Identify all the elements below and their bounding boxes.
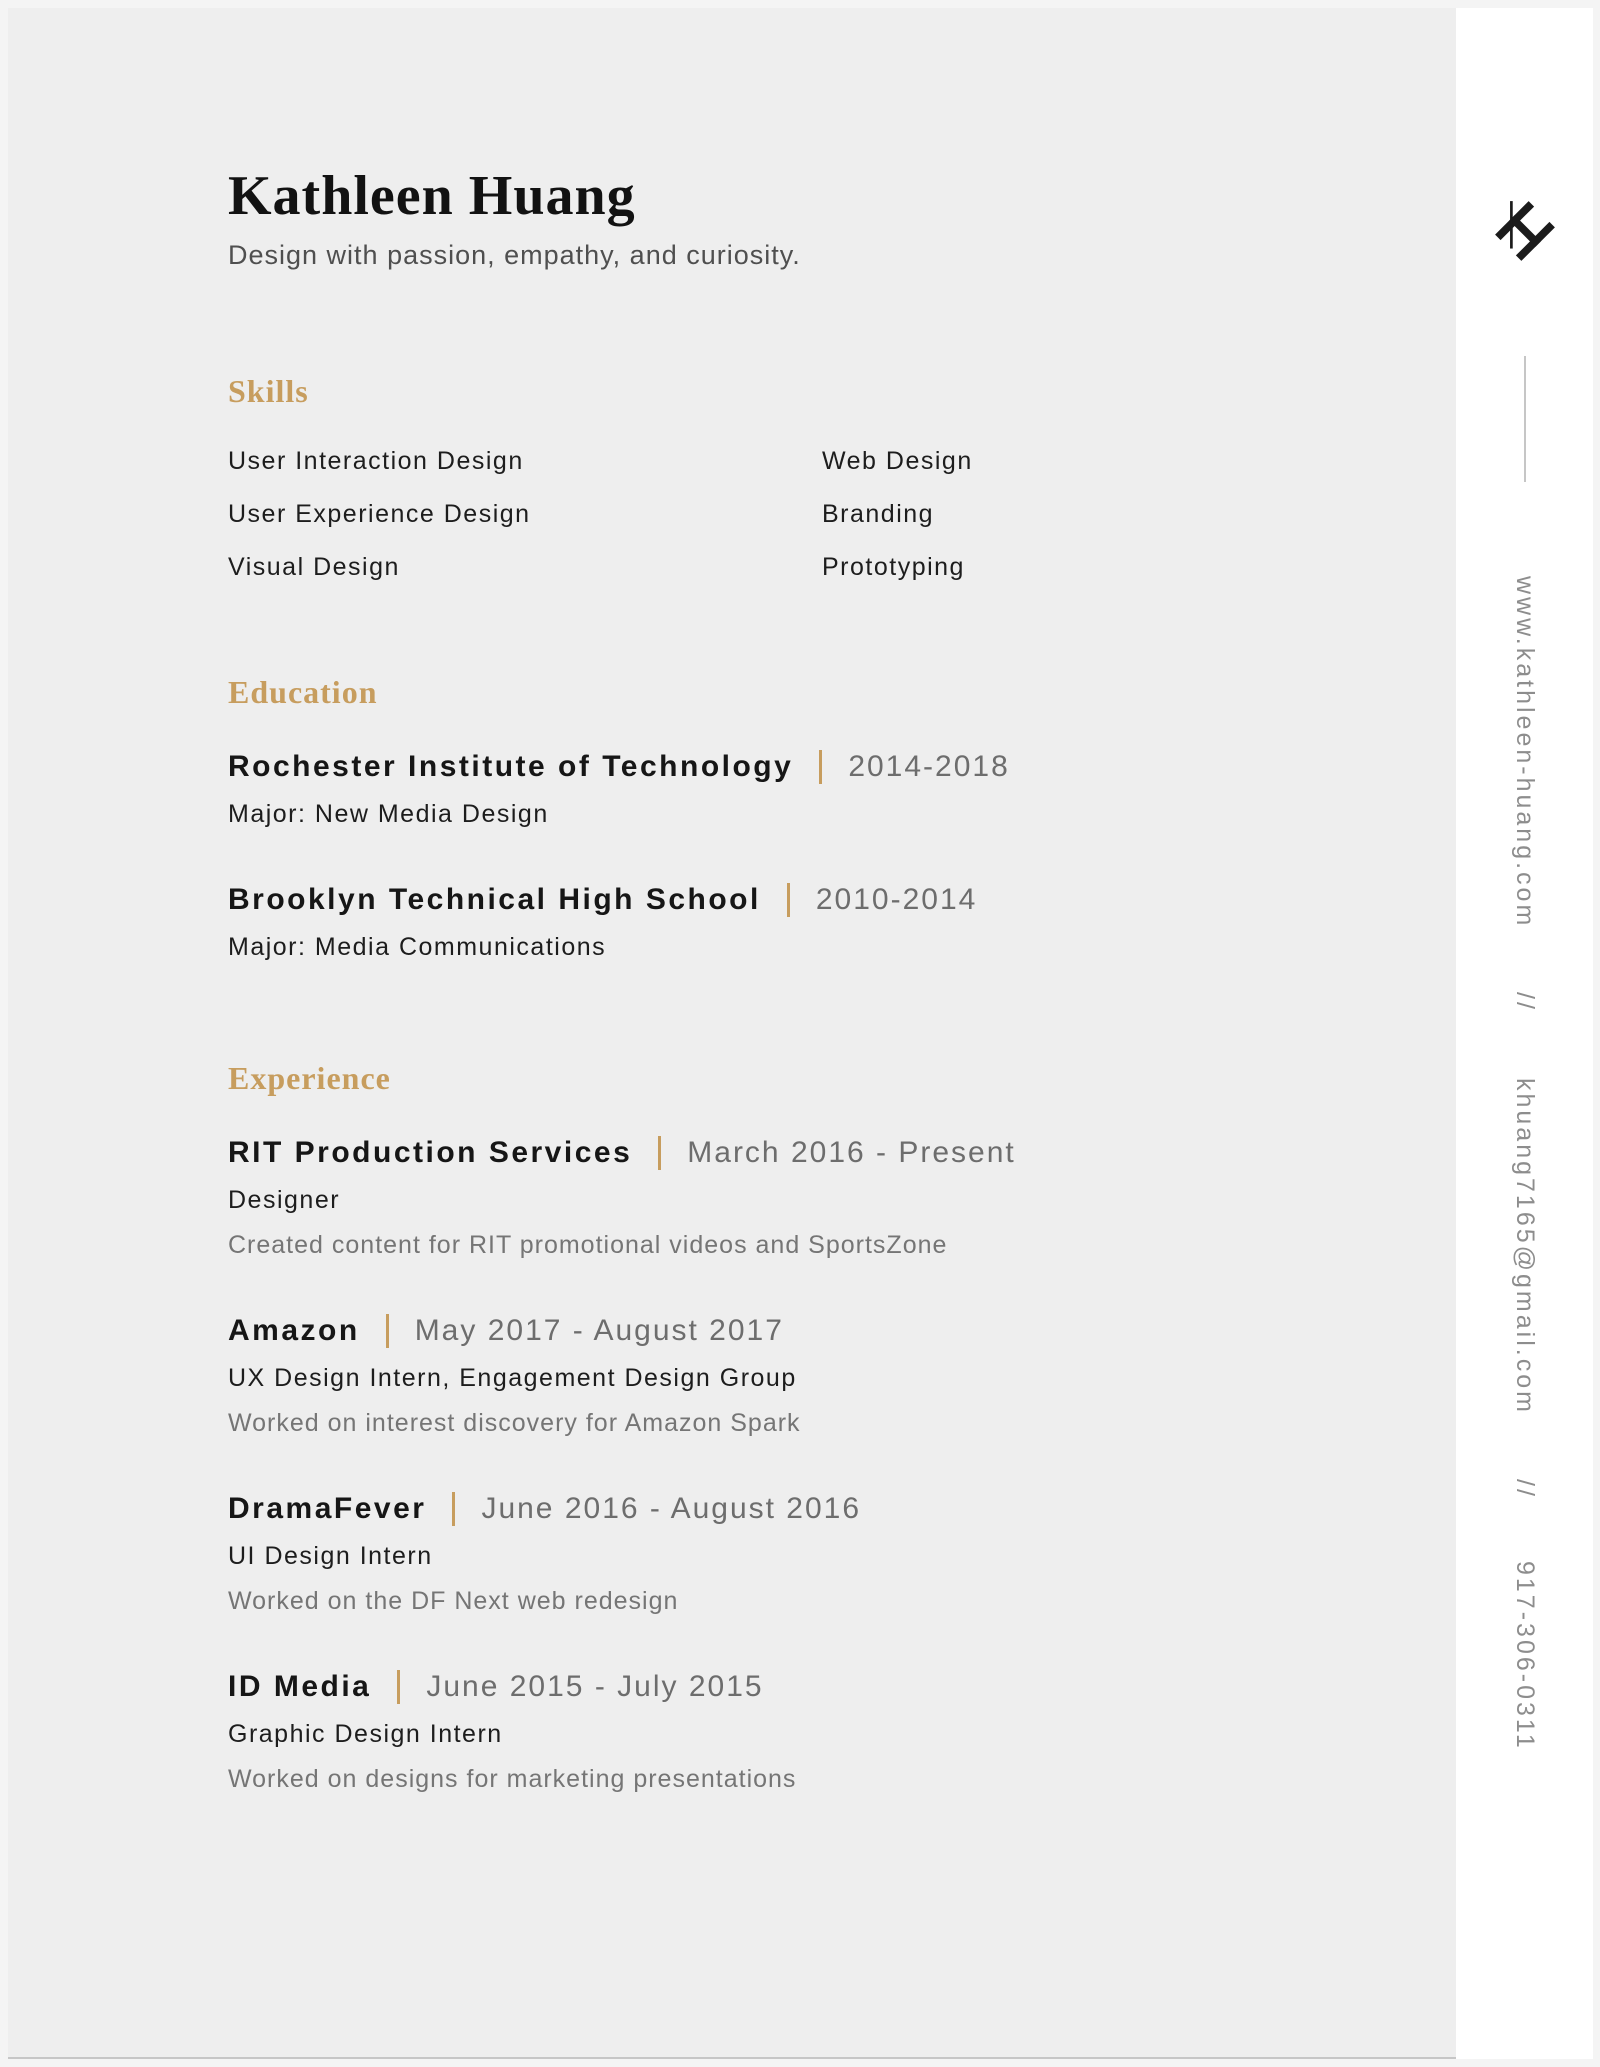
experience-entry — [228, 1492, 1416, 1614]
divider-pipe — [452, 1492, 455, 1526]
major-label: Major: Media Communications — [228, 932, 607, 961]
school-name: Brooklyn Technical High School — [228, 882, 761, 916]
experience-entry-header — [228, 1670, 1416, 1704]
experience-entry — [228, 1670, 1416, 1792]
sidebar-divider-line — [1524, 356, 1526, 482]
school-name: Rochester Institute of Technology — [228, 749, 794, 783]
job-role: Graphic Design Intern — [228, 1719, 503, 1748]
major-label: Major: New Media Design — [228, 799, 549, 828]
education-entry-header — [228, 750, 1416, 784]
skill-item: Branding — [822, 499, 935, 528]
divider-pipe — [819, 750, 822, 784]
company-name: Amazon — [228, 1313, 360, 1347]
divider-pipe — [397, 1670, 400, 1704]
experience-entry-header — [228, 1136, 1416, 1170]
tagline: Design with passion, empathy, and curiosity. — [228, 239, 801, 270]
date-range: 2010-2014 — [815, 882, 978, 916]
page-title: Kathleen Huang — [228, 165, 636, 227]
skill-item: Web Design — [822, 446, 973, 475]
date-range: March 2016 - Present — [687, 1135, 1016, 1169]
experience-entry-header — [228, 1314, 1416, 1348]
email-text: khuang7165@gmail.com — [1511, 1078, 1539, 1416]
date-range: June 2016 - August 2016 — [481, 1491, 862, 1525]
resume-page — [8, 8, 1593, 2059]
section-education — [228, 673, 1416, 961]
company-name: RIT Production Services — [228, 1135, 633, 1169]
job-role: UI Design Intern — [228, 1541, 433, 1570]
date-range: May 2017 - August 2017 — [414, 1313, 784, 1347]
slash-separator: // — [1511, 992, 1539, 1013]
phone-text: 917-306-0311 — [1511, 1561, 1539, 1751]
section-skills — [228, 372, 1416, 581]
job-role: Designer — [228, 1185, 341, 1214]
skill-item: User Interaction Design — [228, 446, 524, 475]
experience-entry-header — [228, 1492, 1416, 1526]
education-entry — [228, 750, 1416, 827]
divider-pipe — [386, 1314, 389, 1348]
education-entry-header — [228, 883, 1416, 917]
website-text: www.kathleen-huang.com — [1511, 576, 1539, 929]
date-range: June 2015 - July 2015 — [426, 1669, 764, 1703]
job-role: UX Design Intern, Engagement Design Group — [228, 1363, 797, 1392]
experience-entry — [228, 1314, 1416, 1436]
job-description: Worked on interest discovery for Amazon Spark — [228, 1408, 801, 1437]
resume-main-panel — [8, 8, 1456, 2059]
divider-pipe — [658, 1136, 661, 1170]
job-description: Worked on the DF Next web redesign — [228, 1586, 679, 1615]
education-heading: Education — [228, 673, 378, 710]
job-description: Worked on designs for marketing presentations — [228, 1764, 797, 1793]
section-experience — [228, 1059, 1416, 1793]
skills-heading: Skills — [228, 372, 309, 409]
kh-monogram-icon — [1492, 198, 1558, 264]
company-name: DramaFever — [228, 1491, 427, 1525]
skills-list — [228, 446, 1416, 581]
contact-sidebar — [1456, 8, 1593, 2059]
education-entry — [228, 883, 1416, 960]
date-range: 2014-2018 — [848, 749, 1010, 783]
slash-separator: // — [1511, 1479, 1539, 1500]
skill-item: User Experience Design — [228, 499, 531, 528]
skill-item: Visual Design — [228, 552, 400, 581]
divider-pipe — [787, 883, 790, 917]
skill-item: Prototyping — [822, 552, 965, 581]
experience-entry — [228, 1136, 1416, 1258]
experience-heading: Experience — [228, 1059, 391, 1096]
company-name: ID Media — [228, 1669, 372, 1703]
job-description: Created content for RIT promotional videos and SportsZone — [228, 1230, 948, 1259]
